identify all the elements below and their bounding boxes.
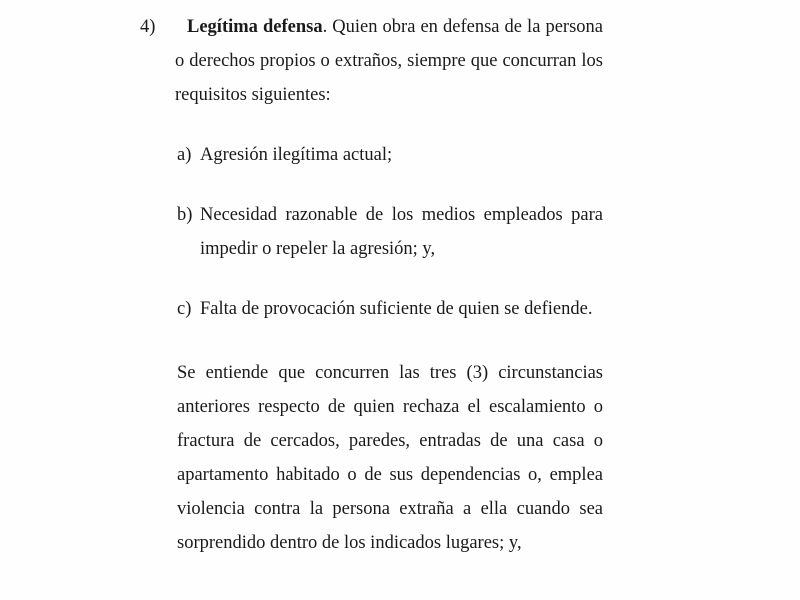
numbered-item-4 — [140, 10, 603, 112]
sub-item-b-text: Necesidad razonable de los medios empleados para impedir o repeler la agresión; y, — [200, 205, 603, 259]
item-lead-in-term: Legítima defensa — [187, 17, 323, 37]
sub-item-b — [177, 198, 603, 266]
sub-item-c-text: Falta de provocación suficiente de quien se defiende. — [200, 299, 593, 319]
sub-item-b-marker: b) — [177, 205, 193, 225]
sub-item-c-marker: c) — [177, 299, 192, 319]
closing-paragraph: Se entiende que concurren las tres (3) circunstancias anteriores respecto de quien rechaza el escalamiento o fractura de cercados, paredes, entradas de una casa o apartamento habitado o de sus dependencias o, emplea violencia contra la persona extraña a ella cuando sea sorprendido dentro de los indicados lugares; y, — [177, 363, 603, 553]
sub-item-a-marker: a) — [177, 145, 192, 165]
sub-item-a-text: Agresión ilegítima actual; — [200, 145, 393, 165]
sub-item-c — [177, 292, 603, 326]
text-column — [140, 10, 603, 560]
sub-item-a — [177, 138, 603, 172]
item-number-marker: 4) — [140, 17, 156, 37]
item-body-text: . Quien obra en defensa de la persona o derechos propios o extraños, siempre que concurran los requisitos siguientes: — [175, 17, 603, 105]
